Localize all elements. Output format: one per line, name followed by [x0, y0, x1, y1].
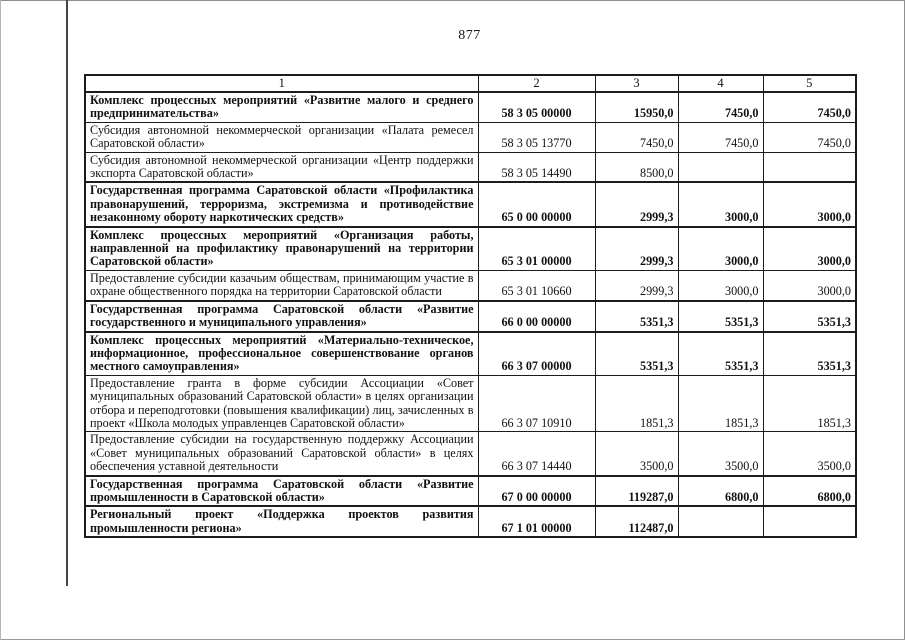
cell-amount-3: 5351,3 — [595, 301, 678, 332]
cell-code: 66 0 00 00000 — [478, 301, 595, 332]
table-row — [85, 227, 856, 271]
table-row — [85, 152, 856, 182]
cell-amount-5 — [763, 506, 856, 537]
cell-code: 65 3 01 00000 — [478, 227, 595, 271]
table-header-row — [85, 75, 856, 92]
table-body — [85, 92, 856, 537]
table-row — [85, 476, 856, 507]
table-row — [85, 375, 856, 432]
cell-code: 58 3 05 13770 — [478, 122, 595, 152]
cell-amount-5: 5351,3 — [763, 332, 856, 376]
cell-amount-3: 8500,0 — [595, 152, 678, 182]
cell-amount-3: 7450,0 — [595, 122, 678, 152]
table-row — [85, 432, 856, 476]
cell-amount-4: 7450,0 — [678, 92, 763, 122]
header-cell-2: 2 — [478, 75, 595, 92]
cell-amount-4: 6800,0 — [678, 476, 763, 507]
cell-amount-5: 5351,3 — [763, 301, 856, 332]
cell-name: Предоставление гранта в форме субсидии Ассоциации «Совет муниципальных образований Саратовской области» в целях организации отбора и переподготовки (повышения квалификации) лиц, зачисленных в проект «Школа молодых управленцев Саратовской области» — [85, 375, 478, 432]
cell-name: Предоставление субсидии на государственную поддержку Ассоциации «Совет муниципальных образований Саратовской области» в целях обеспечения уставной деятельности — [85, 432, 478, 476]
cell-code: 67 0 00 00000 — [478, 476, 595, 507]
cell-code: 65 3 01 10660 — [478, 270, 595, 300]
cell-amount-3: 2999,3 — [595, 182, 678, 226]
cell-code: 58 3 05 14490 — [478, 152, 595, 182]
cell-amount-3: 119287,0 — [595, 476, 678, 507]
cell-amount-4: 7450,0 — [678, 122, 763, 152]
table-row — [85, 92, 856, 122]
header-cell-3: 3 — [595, 75, 678, 92]
header-cell-4: 4 — [678, 75, 763, 92]
table-row — [85, 332, 856, 376]
cell-amount-4: 3000,0 — [678, 182, 763, 226]
cell-name: Субсидия автономной некоммерческой организации «Палата ремесел Саратовской области» — [85, 122, 478, 152]
budget-table — [84, 74, 857, 538]
cell-amount-5: 3000,0 — [763, 182, 856, 226]
table-row — [85, 182, 856, 226]
cell-amount-3: 15950,0 — [595, 92, 678, 122]
cell-amount-4: 3000,0 — [678, 227, 763, 271]
cell-name: Комплекс процессных мероприятий «Материально-техническое, информационное, профессиональное совершенствование органов местного самоуправления» — [85, 332, 478, 376]
cell-name: Региональный проект «Поддержка проектов развития промышленности региона» — [85, 506, 478, 537]
cell-code: 67 1 01 00000 — [478, 506, 595, 537]
cell-amount-3: 2999,3 — [595, 227, 678, 271]
cell-amount-5: 3500,0 — [763, 432, 856, 476]
page-margin-scan-line — [66, 0, 68, 586]
cell-amount-3: 5351,3 — [595, 332, 678, 376]
cell-name: Государственная программа Саратовской области «Развитие промышленности в Саратовской области» — [85, 476, 478, 507]
table-row — [85, 270, 856, 300]
cell-amount-3: 3500,0 — [595, 432, 678, 476]
cell-name: Комплекс процессных мероприятий «Организация работы, направленной на профилактику правонарушений на территории Саратовской области» — [85, 227, 478, 271]
cell-code: 65 0 00 00000 — [478, 182, 595, 226]
cell-amount-3: 1851,3 — [595, 375, 678, 432]
cell-amount-5: 7450,0 — [763, 122, 856, 152]
table-row — [85, 301, 856, 332]
cell-name: Предоставление субсидии казачьим обществам, принимающим участие в охране общественного порядка на территории Саратовской области — [85, 270, 478, 300]
table-row — [85, 506, 856, 537]
cell-code: 58 3 05 00000 — [478, 92, 595, 122]
header-cell-5: 5 — [763, 75, 856, 92]
cell-amount-3: 112487,0 — [595, 506, 678, 537]
cell-code: 66 3 07 00000 — [478, 332, 595, 376]
scan-edge-left — [0, 0, 1, 640]
cell-amount-4 — [678, 506, 763, 537]
table-row — [85, 122, 856, 152]
cell-name: Государственная программа Саратовской области «Развитие государственного и муниципального управления» — [85, 301, 478, 332]
cell-amount-4 — [678, 152, 763, 182]
header-cell-1: 1 — [85, 75, 478, 92]
scan-edge-top — [0, 0, 905, 1]
cell-amount-4: 3000,0 — [678, 270, 763, 300]
cell-amount-5 — [763, 152, 856, 182]
cell-amount-4: 1851,3 — [678, 375, 763, 432]
cell-amount-5: 7450,0 — [763, 92, 856, 122]
cell-name: Комплекс процессных мероприятий «Развитие малого и среднего предпринимательства» — [85, 92, 478, 122]
cell-amount-5: 6800,0 — [763, 476, 856, 507]
cell-amount-4: 3500,0 — [678, 432, 763, 476]
page-number: 877 — [458, 28, 481, 43]
cell-amount-5: 3000,0 — [763, 227, 856, 271]
cell-amount-5: 1851,3 — [763, 375, 856, 432]
cell-amount-3: 2999,3 — [595, 270, 678, 300]
cell-name: Государственная программа Саратовской области «Профилактика правонарушений, терроризма, экстремизма и противодействие незаконному обороту наркотических средств» — [85, 182, 478, 226]
cell-code: 66 3 07 10910 — [478, 375, 595, 432]
cell-code: 66 3 07 14440 — [478, 432, 595, 476]
cell-amount-4: 5351,3 — [678, 301, 763, 332]
cell-amount-4: 5351,3 — [678, 332, 763, 376]
cell-name: Субсидия автономной некоммерческой организации «Центр поддержки экспорта Саратовской области» — [85, 152, 478, 182]
cell-amount-5: 3000,0 — [763, 270, 856, 300]
